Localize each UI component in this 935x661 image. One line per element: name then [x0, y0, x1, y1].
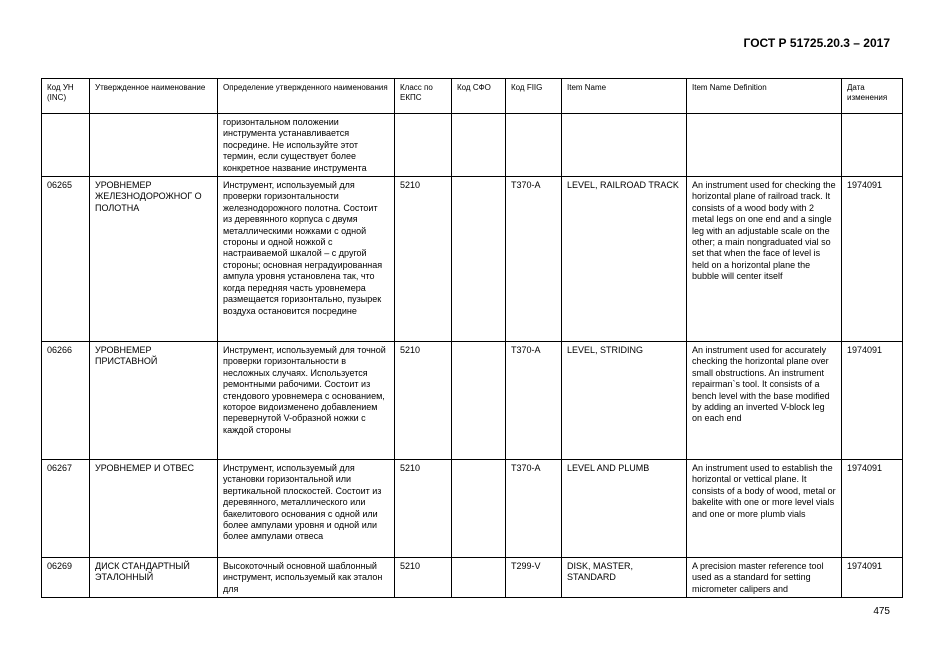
- cell-code-fiig: T370-A: [506, 177, 562, 342]
- cell-approved-name: УРОВНЕМЕР ПРИСТАВНОЙ: [90, 342, 218, 460]
- cell-definition: Инструмент, используемый для проверки горизонтальности железнодорожного полотна. Состоит из деревянного корпуса с двумя металлическими ножками с одной стороны и одной ножкой с настраиваемой шкалой – с другой стороны; основная неградуированная ампула уровня установлена так, что когда передняя часть уровнемера размещается горизонтально, пузырек воздуха остановится посредине: [218, 177, 395, 342]
- header-item-name-definition: Item Name Definition: [687, 79, 842, 114]
- cell-change-date: 1974091: [842, 342, 903, 460]
- header-definition: Определение утвержденного наименования: [218, 79, 395, 114]
- table-row: [42, 114, 903, 177]
- page-number: 475: [873, 606, 890, 617]
- cell-approved-name: ДИСК СТАНДАРТНЫЙ ЭТАЛОННЫЙ: [90, 558, 218, 598]
- cell-code-fiig: T370-A: [506, 342, 562, 460]
- cell-class-ekps: 5210: [395, 342, 452, 460]
- document-code: ГОСТ Р 51725.20.3 – 2017: [743, 36, 890, 50]
- cell-code-sfo: [452, 114, 506, 177]
- table-row: [42, 460, 903, 558]
- cell-item-name: [562, 114, 687, 177]
- cell-approved-name: [90, 114, 218, 177]
- cell-change-date: [842, 114, 903, 177]
- cell-approved-name: УРОВНЕМЕР И ОТВЕС: [90, 460, 218, 558]
- cell-code-un: [42, 114, 90, 177]
- cell-code-sfo: [452, 460, 506, 558]
- header-code-sfo: Код СФО: [452, 79, 506, 114]
- cell-code-fiig: T370-A: [506, 460, 562, 558]
- cell-code-fiig: [506, 114, 562, 177]
- header-class-ekps: Класс по ЕКПС: [395, 79, 452, 114]
- table-row: [42, 342, 903, 460]
- cell-code-fiig: T299-V: [506, 558, 562, 598]
- cell-class-ekps: 5210: [395, 558, 452, 598]
- cell-item-name-definition: An instrument used to establish the horizontal or vettical plane. It consists of a body of wood, metal or bakelite with one or more level vials and one or more plumb vials: [687, 460, 842, 558]
- cell-definition: Инструмент, используемый для установки горизонтальной или вертикальной плоскостей. Состоит из деревянного, металлического или бакелитового основания с одной или более ампулами уровня и одной или более ампулами отвеса: [218, 460, 395, 558]
- cell-item-name-definition: An instrument used for checking the horizontal plane of railroad track. It consists of a wood body with 2 metal legs on one end and a single leg with an adjustable scale on the other; a main nongraduated vial so set that when the face of level is held on a horizontal plane the bubble will center itself: [687, 177, 842, 342]
- cell-item-name-definition: [687, 114, 842, 177]
- cell-code-un: 06266: [42, 342, 90, 460]
- cell-definition: горизонтальном положении инструмента устанавливается посредине. Не используйте этот термин, если существует более конкретное название инструмента: [218, 114, 395, 177]
- table-header-row: [42, 79, 903, 114]
- cell-code-un: 06269: [42, 558, 90, 598]
- cell-code-un: 06265: [42, 177, 90, 342]
- cell-definition: Высокоточный основной шаблонный инструмент, используемый как эталон для: [218, 558, 395, 598]
- table-row: [42, 177, 903, 342]
- catalog-table: [41, 78, 903, 598]
- header-approved-name: Утвержденное наименование: [90, 79, 218, 114]
- header-change-date: Дата изменения: [842, 79, 903, 114]
- cell-code-sfo: [452, 177, 506, 342]
- header-code-fiig: Код FIIG: [506, 79, 562, 114]
- cell-code-sfo: [452, 558, 506, 598]
- table-row: [42, 558, 903, 598]
- cell-item-name: LEVEL AND PLUMB: [562, 460, 687, 558]
- cell-item-name: LEVEL, RAILROAD TRACK: [562, 177, 687, 342]
- header-code-un: Код УН (INC): [42, 79, 90, 114]
- cell-class-ekps: 5210: [395, 177, 452, 342]
- cell-definition: Инструмент, используемый для точной проверки горизонтальности в несложных случаях. Используется ремонтными рабочими. Состоит из стендового уровнемера с основанием, которое видоизменено добавлением перевернутой V-образной ножки с каждой стороны: [218, 342, 395, 460]
- cell-change-date: 1974091: [842, 558, 903, 598]
- cell-class-ekps: 5210: [395, 460, 452, 558]
- header-item-name: Item Name: [562, 79, 687, 114]
- cell-item-name: LEVEL, STRIDING: [562, 342, 687, 460]
- cell-item-name-definition: A precision master reference tool used as a standard for setting micrometer calipers and: [687, 558, 842, 598]
- cell-code-un: 06267: [42, 460, 90, 558]
- cell-approved-name: УРОВНЕМЕР ЖЕЛЕЗНОДОРОЖНОГ О ПОЛОТНА: [90, 177, 218, 342]
- cell-change-date: 1974091: [842, 177, 903, 342]
- cell-change-date: 1974091: [842, 460, 903, 558]
- cell-code-sfo: [452, 342, 506, 460]
- cell-class-ekps: [395, 114, 452, 177]
- cell-item-name-definition: An instrument used for accurately checking the horizontal plane over small obstructions. An instrument repairman`s tool. It consists of a bench level with the base modified by adding an inverted V-block leg on each end: [687, 342, 842, 460]
- cell-item-name: DISK, MASTER, STANDARD: [562, 558, 687, 598]
